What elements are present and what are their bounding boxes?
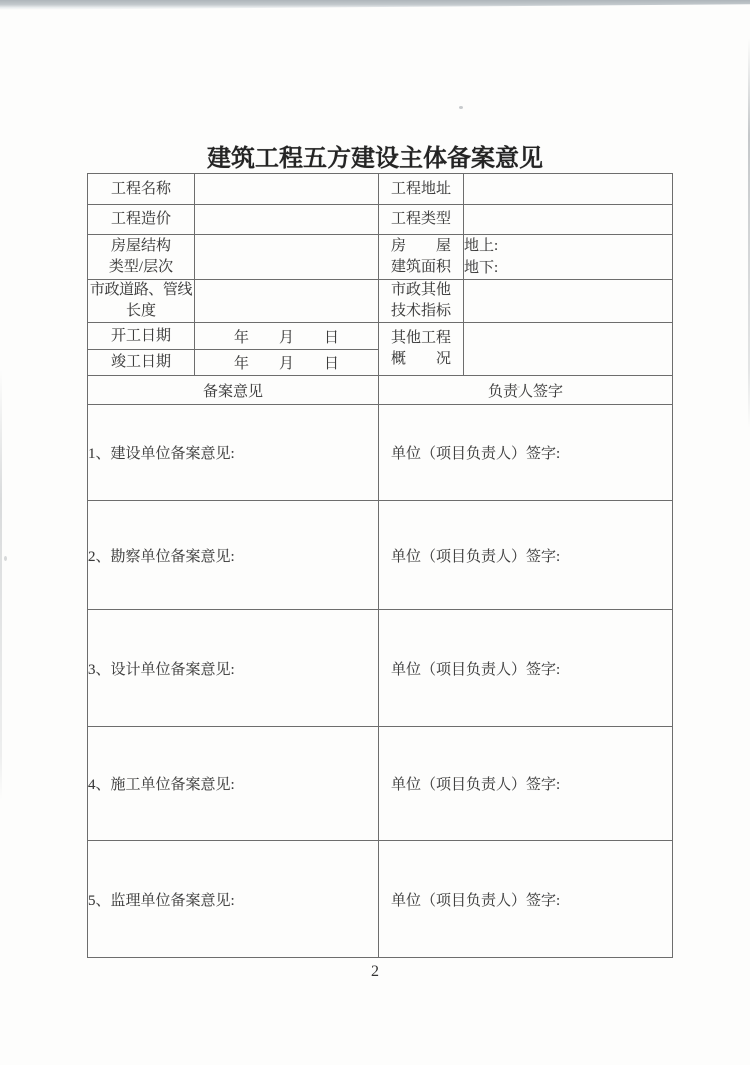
label-municipal-other-indicators-line2: 技术指标 [390, 303, 451, 319]
value-floor-area-above: 地上: [464, 238, 499, 254]
signature-label: 单位（项目负责人）签字: [391, 777, 561, 793]
label-project-name: 工程名称 [88, 174, 195, 205]
label-other-project-overview-line2: 概 况 [390, 351, 451, 367]
label-building-floor-area-line1: 房 屋 [390, 238, 451, 254]
value-project-type [464, 205, 673, 235]
scan-edge-left [0, 370, 2, 800]
row-municipal [88, 280, 673, 323]
signature-label: 单位（项目负责人）签字: [391, 548, 561, 565]
signature-cell-survey-unit [379, 501, 673, 610]
label-building-floor-area [379, 235, 464, 280]
label-completion-date: 竣工日期 [88, 350, 195, 376]
opinion-text: 1、建设单位备案意见: [88, 446, 235, 462]
opinion-text: 3、设计单位备案意见: [88, 661, 235, 678]
scan-speck [4, 556, 7, 561]
label-municipal-other-indicators [379, 280, 464, 323]
label-structure-type-line2: 类型/层次 [108, 259, 174, 275]
scan-speck [459, 106, 463, 109]
label-municipal-other-indicators-line1: 市政其他 [390, 282, 451, 298]
row-start-date [88, 323, 673, 350]
value-floor-area-below: 地下: [464, 260, 499, 276]
value-project-name [195, 174, 379, 205]
value-municipal-other-indicators [464, 280, 673, 323]
row-opinion-supervision-unit [88, 841, 673, 958]
value-project-address [464, 174, 673, 205]
value-structure-type [195, 235, 379, 280]
opinion-label-survey-unit [88, 501, 379, 610]
row-opinion-construction-unit [88, 727, 673, 841]
row-opinion-design-unit [88, 610, 673, 727]
header-filing-opinion: 备案意见 [88, 376, 379, 405]
label-structure-type [88, 235, 195, 280]
row-project-name-address [88, 174, 673, 205]
opinion-label-supervision-unit [88, 841, 379, 958]
label-start-date: 开工日期 [88, 323, 195, 350]
label-project-cost: 工程造价 [88, 205, 195, 235]
label-other-project-overview [379, 323, 464, 376]
label-municipal-road-pipeline-line1: 市政道路、管线 [89, 282, 193, 298]
row-opinion-header [88, 376, 673, 405]
label-municipal-road-pipeline-line2: 长度 [125, 303, 156, 319]
value-other-project-overview [464, 323, 673, 376]
label-project-address: 工程地址 [379, 174, 464, 205]
opinion-text: 5、监理单位备案意见: [88, 892, 235, 909]
form-title: 建筑工程五方建设主体备案意见 [207, 145, 543, 172]
label-other-project-overview-line1: 其他工程 [390, 330, 451, 346]
opinion-text: 4、施工单位备案意见: [88, 777, 235, 793]
label-municipal-road-pipeline [88, 280, 195, 323]
opinion-text: 2、勘察单位备案意见: [88, 548, 235, 565]
opinion-label-construction-unit [88, 727, 379, 841]
label-structure-type-line1: 房屋结构 [110, 238, 171, 254]
signature-label: 单位（项目负责人）签字: [391, 892, 561, 909]
value-floor-area [464, 235, 673, 280]
row-opinion-construction-owner [88, 405, 673, 501]
opinion-label-design-unit [88, 610, 379, 727]
header-responsible-signature: 负责人签字 [379, 376, 673, 405]
value-municipal-road-pipeline [195, 280, 379, 323]
page-number: 2 [371, 963, 379, 980]
signature-cell-design-unit [379, 610, 673, 727]
opinion-label-construction-owner [88, 405, 379, 501]
value-project-cost [195, 205, 379, 235]
label-project-type: 工程类型 [379, 205, 464, 235]
scan-edge-top [0, 0, 750, 10]
value-start-date: 年 月 日 [195, 323, 379, 350]
signature-cell-supervision-unit [379, 841, 673, 958]
signature-label: 单位（项目负责人）签字: [391, 446, 561, 462]
signature-cell-construction-unit [379, 727, 673, 841]
label-building-floor-area-line2: 建筑面积 [390, 259, 451, 275]
row-opinion-survey-unit [88, 501, 673, 610]
row-structure-floor-area [88, 235, 673, 280]
filing-form-table [87, 173, 673, 958]
row-project-cost-type [88, 205, 673, 235]
signature-cell-construction-owner [379, 405, 673, 501]
signature-label: 单位（项目负责人）签字: [391, 661, 561, 678]
value-completion-date: 年 月 日 [195, 350, 379, 376]
